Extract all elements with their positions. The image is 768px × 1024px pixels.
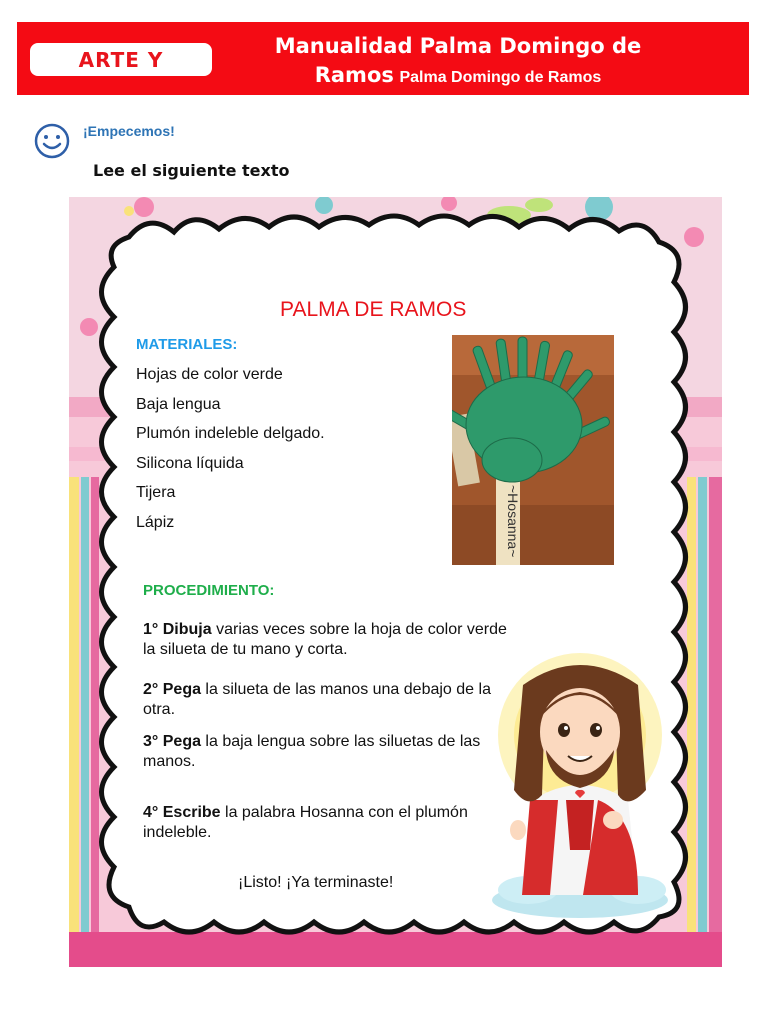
jesus-illustration <box>488 650 668 920</box>
material-item: Hojas de color verde <box>136 366 283 383</box>
read-instruction: Lee el siguiente texto <box>93 161 290 180</box>
step-item <box>143 732 508 772</box>
step-text: la baja lengua sobre las siluetas de las manos. <box>143 733 481 770</box>
procedure-header: PROCEDIMIENTO: <box>143 582 275 599</box>
materials-list <box>136 364 325 541</box>
materials-header: MATERIALES: <box>136 336 238 353</box>
step-lead: 2° Pega <box>143 681 201 698</box>
step-item <box>143 620 508 660</box>
craft-title: PALMA DE RAMOS <box>280 298 467 321</box>
material-item: Lápiz <box>136 513 175 531</box>
material-item: Plumón indeleble delgado. <box>136 425 325 442</box>
material-item: Tijera <box>136 484 176 501</box>
step-text: la silueta de las manos una debajo de la otra. <box>143 681 491 718</box>
photo-hosanna-text: ~Hosanna~ <box>505 485 521 558</box>
title-line-1: Manualidad Palma Domingo de <box>274 34 642 58</box>
palm-craft-photo <box>452 335 614 565</box>
title-line-2-bold: Ramos <box>314 63 394 87</box>
step-lead: 1° Dibuja <box>143 621 212 638</box>
material-item: Silicona líquida <box>136 454 244 472</box>
step-text: la palabra Hosanna con el plumón indeleble. <box>143 804 468 841</box>
material-item: Baja lengua <box>136 395 221 413</box>
step-lead: 4° Escribe <box>143 804 221 821</box>
step-item <box>143 680 508 720</box>
title-line-2-rest: Palma Domingo de Ramos <box>399 69 602 86</box>
start-label: ¡Empecemos! <box>83 123 175 139</box>
step-text: varias veces sobre la hoja de color verde la silueta de tu mano y corta. <box>143 621 507 658</box>
completion-message: ¡Listo! ¡Ya terminaste! <box>238 874 394 891</box>
step-lead: 3° Pega <box>143 733 201 750</box>
subject-label: ARTE Y <box>30 43 212 76</box>
step-item <box>143 803 508 843</box>
